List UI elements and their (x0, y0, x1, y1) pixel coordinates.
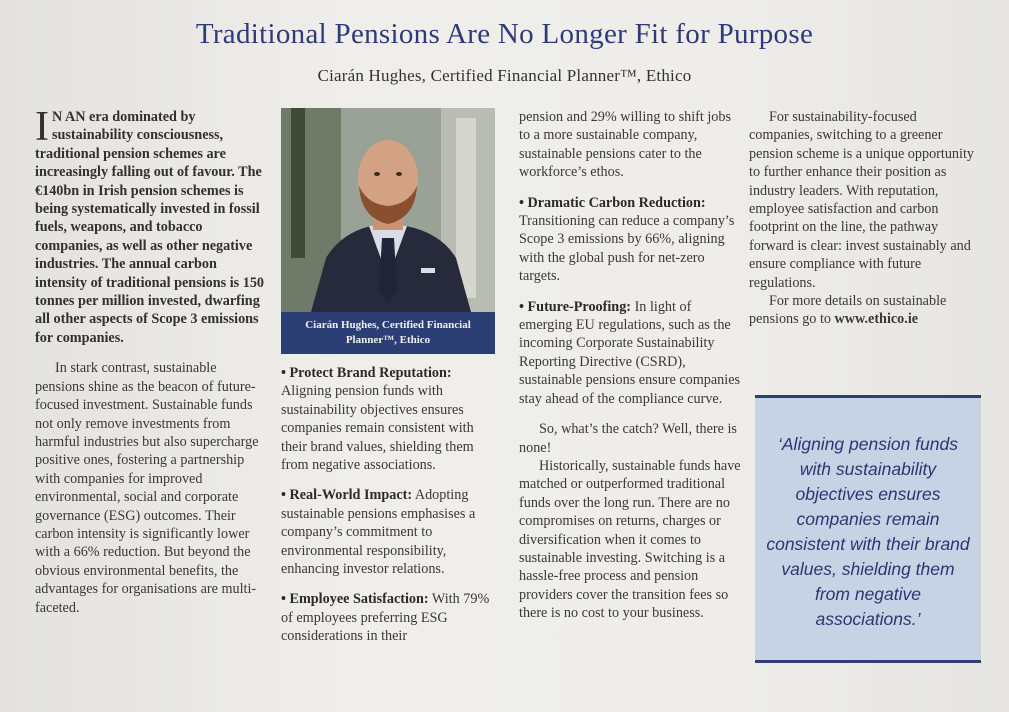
bullet-brand-reputation (281, 364, 503, 474)
bullet-real-world-impact (281, 486, 503, 578)
body-paragraph: In stark contrast, sustainable pensions shine as the beacon of future-focused investment. Sustainable funds not only remove investments from harmful industries but also supercharge positive ones, fostering a partnership with companies for improved environmental, social and corporate governance (ESG) outcomes. Their carbon intensity is significantly lower with a 66% reduction. But beyond the obvious environmental benefits, the advantages for organisations are multi-faceted. (35, 360, 259, 616)
portrait-illustration (281, 108, 495, 312)
continued-paragraph: pension and 29% willing to shift jobs to a more sustainable company, sustainable pensions cater to the workforce’s ethos. (519, 109, 732, 181)
bullet-carbon-reduction (519, 194, 741, 286)
details-text: For more details on sustainable pensions go to (749, 293, 947, 328)
historical-paragraph: Historically, sustainable funds have matched or outperformed traditional funds over the long run. There are no compromises on returns, charges or diversification when it comes to sustainable investing. Switching is a hassle-free process and pension providers cover the transition fees so there is no cost to your business. (519, 457, 741, 622)
bullet-future-proofing (519, 298, 741, 408)
bullet-heading: • Real-World Impact: (281, 487, 413, 504)
bullet-text: Adopting sustainable pensions emphasises a company’s commitment to environmental responsibility, enhancing investor relations. (281, 487, 476, 578)
bullet-text: Aligning pension funds with sustainability objectives ensures companies remain consistent with their brand values, shielding them from negative associations. (281, 383, 474, 474)
column-2 (281, 108, 503, 658)
lead-paragraph (35, 104, 267, 347)
catch-paragraph: So, what’s the catch? Well, there is none! (519, 421, 737, 456)
article-byline: Ciarán Hughes, Certified Financial Planner™, Ethico (317, 66, 692, 85)
details-paragraph (749, 292, 977, 329)
bullet-heading: • Protect Brand Reputation: (281, 365, 452, 381)
pull-quote-box (755, 395, 981, 663)
column-1 (35, 104, 267, 617)
column-4 (749, 108, 977, 329)
drop-cap: I (35, 104, 49, 150)
pull-quote-text: ‘Aligning pension funds with sustainability objectives ensures companies remain consistent with their brand values, shielding them from negative associations.’ (766, 434, 970, 629)
bullet-text: Transitioning can reduce a company’s Scope 3 emissions by 66%, aligning with the global push for net-zero targets. (519, 213, 735, 285)
lead-text: N AN era dominated by sustainability consciousness, traditional pension schemes are increasingly falling out of favour. The €140bn in Irish pension schemes is being systematically invested in fossil fuels, weapons, and tobacco companies, as well as other negative industries. The annual carbon intensity of traditional pensions is 150 tonnes per million invested, dwarfing all other aspects of Scope 3 emissions for companies. (35, 109, 265, 346)
author-photo (281, 108, 495, 312)
bullet-heading: • Employee Satisfaction: (281, 591, 429, 608)
author-photo-block (281, 108, 495, 354)
bullet-heading: • Dramatic Carbon Reduction: (519, 194, 706, 211)
bullet-text: With 79% of employees preferring ESG considerations in their (281, 591, 490, 645)
bullet-text: In light of emerging EU regulations, such as the incoming Corporate Sustainability Reporting Directive (CSRD), sustainable pensions ensure companies stay ahead of the compliance curve. (519, 298, 741, 407)
bullet-heading: • Future-Proofing: (519, 298, 632, 315)
column-3 (519, 108, 741, 623)
article-title: Traditional Pensions Are No Longer Fit for Purpose (195, 18, 814, 50)
photo-caption: Ciarán Hughes, Certified Financial Planner™, Ethico (281, 312, 495, 354)
bullet-employee-satisfaction (281, 590, 503, 645)
website-link[interactable]: www.ethico.ie (834, 311, 919, 328)
conclusion-paragraph: For sustainability-focused companies, switching to a greener pension scheme is a unique opportunity to further enhance their position as industry leaders. With reputation, employee satisfaction and carbon footprint on the line, the pathway forward is clear: invest sustainably and ensure compliance with future regulations. (749, 109, 974, 291)
